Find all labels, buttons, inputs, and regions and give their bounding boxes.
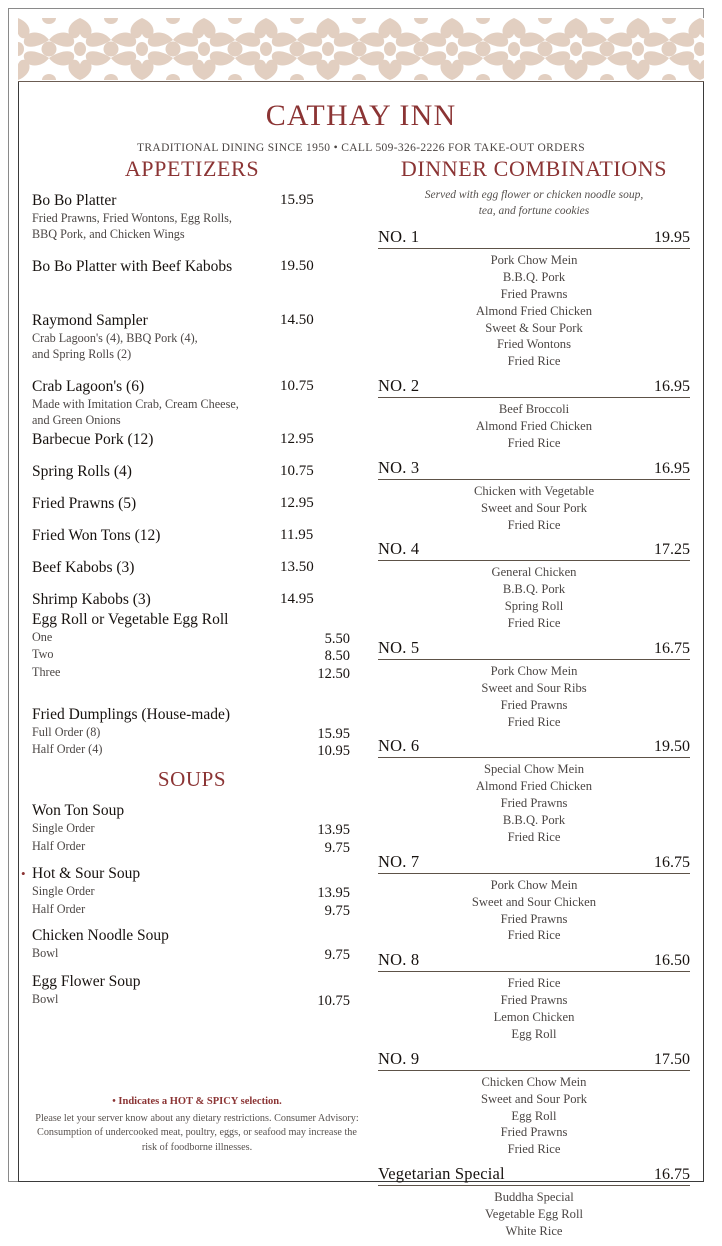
menu-item-name: Barbecue Pork (12) bbox=[32, 430, 154, 448]
menu-item-name: Bo Bo Platter bbox=[32, 192, 117, 209]
combo-header bbox=[378, 1049, 690, 1071]
option-label: Half Order bbox=[32, 902, 86, 917]
menu-item-description: Made with Imitation Crab, Cream Cheese, and Green Onions bbox=[32, 397, 239, 428]
combo-contents: General Chicken B.B.Q. Pork Spring Roll Fried Rice bbox=[491, 565, 577, 631]
combo-number: NO. 5 bbox=[378, 637, 420, 657]
menu-item-price: 10.75 bbox=[280, 462, 314, 479]
spacer bbox=[32, 364, 352, 378]
combo-number: NO. 2 bbox=[378, 376, 420, 396]
menu-item bbox=[32, 463, 352, 481]
combo-item bbox=[378, 638, 690, 731]
menu-footer bbox=[32, 1096, 362, 1155]
combo-header bbox=[378, 227, 690, 249]
menu-item-group bbox=[32, 611, 352, 682]
menu-item-name: Egg Roll or Vegetable Egg Roll bbox=[32, 610, 229, 628]
option-price: 13.95 bbox=[317, 885, 350, 902]
menu-item-price: 12.95 bbox=[280, 494, 314, 511]
menu-item bbox=[32, 258, 352, 276]
spacer bbox=[32, 857, 352, 865]
soup-option-row bbox=[32, 901, 352, 919]
soup-option-row bbox=[32, 991, 352, 1009]
combo-price: 16.95 bbox=[654, 378, 690, 396]
combo-contents: Buddha Special Vegetable Egg Roll White Rice bbox=[485, 1190, 583, 1238]
combo-number: NO. 8 bbox=[378, 950, 420, 970]
option-label: Full Order (8) bbox=[32, 724, 101, 739]
combo-item bbox=[378, 1049, 690, 1158]
spacer bbox=[32, 515, 352, 527]
combo-header bbox=[378, 852, 690, 874]
menu-item-description: Crab Lagoon's (4), BBQ Pork (4), and Spring Rolls (2) bbox=[32, 331, 198, 361]
soup-option-row bbox=[32, 838, 352, 856]
combo-contents: Pork Chow Mein B.B.Q. Pork Fried Prawns Almond Fried Chicken Sweet & Sour Pork Fried Wontons Fried Rice bbox=[475, 253, 593, 369]
combo-price: 19.95 bbox=[654, 229, 690, 247]
combo-price: 17.50 bbox=[654, 1050, 690, 1068]
option-label: Half Order (4) bbox=[32, 742, 103, 757]
combo-price: 16.75 bbox=[654, 1166, 690, 1184]
soup-item-name: Chicken Noodle Soup bbox=[32, 926, 169, 944]
menu-item-price: 10.75 bbox=[280, 378, 314, 395]
quatrefoil-pattern-icon bbox=[18, 18, 704, 80]
combo-list bbox=[378, 227, 690, 1240]
menu-item-name: Bo Bo Platter with Beef Kabobs bbox=[32, 258, 233, 276]
combo-header bbox=[378, 458, 690, 480]
option-price: 9.75 bbox=[324, 839, 350, 856]
consumer-advisory: Please let your server know about any dietary restrictions. Consumer Advisory: Consumption of undercooked meat, poultry, eggs, or seafood may increase the risk of foodborne illnesses. bbox=[35, 1113, 359, 1153]
section-title-dinner-combinations: DINNER COMBINATIONS bbox=[400, 156, 668, 181]
combo-item bbox=[378, 458, 690, 534]
hot-spicy-legend-text: Indicates a HOT & SPICY selection. bbox=[118, 1096, 282, 1107]
option-label: Half Order bbox=[32, 838, 86, 853]
option-label: One bbox=[32, 629, 53, 644]
combo-header bbox=[378, 539, 690, 561]
menu-item-name: Spring Rolls (4) bbox=[32, 462, 132, 480]
option-price: 8.50 bbox=[324, 648, 350, 665]
option-price: 10.95 bbox=[317, 743, 350, 760]
section-title-appetizers: APPETIZERS bbox=[124, 156, 260, 181]
menu-page bbox=[18, 18, 704, 1238]
menu-item-name: Shrimp Kabobs (3) bbox=[32, 590, 151, 608]
combo-contents: Chicken with Vegetable Sweet and Sour Pork Fried Rice bbox=[473, 483, 595, 532]
soup-list bbox=[32, 802, 352, 1008]
section-title-soups: SOUPS bbox=[157, 767, 227, 792]
right-column bbox=[378, 156, 690, 1246]
combo-price: 16.75 bbox=[654, 853, 690, 871]
combo-price: 19.50 bbox=[654, 738, 690, 756]
spacer bbox=[32, 547, 352, 559]
combo-number: NO. 9 bbox=[378, 1048, 420, 1068]
menu-item-price: 14.95 bbox=[280, 590, 314, 607]
option-label: Bowl bbox=[32, 945, 59, 960]
option-label: Two bbox=[32, 647, 54, 662]
menu-item bbox=[32, 527, 352, 545]
combo-header bbox=[378, 638, 690, 660]
spacer bbox=[32, 579, 352, 591]
menu-item bbox=[32, 312, 352, 362]
menu-item bbox=[32, 495, 352, 513]
menu-columns bbox=[18, 156, 704, 1238]
menu-item-option-row bbox=[32, 724, 352, 742]
menu-item-option-row bbox=[32, 664, 352, 682]
menu-item-price: 14.50 bbox=[280, 312, 314, 329]
combo-item bbox=[378, 1164, 690, 1240]
menu-item bbox=[32, 192, 352, 242]
menu-item-option-row bbox=[32, 646, 352, 664]
menu-item-name: Fried Dumplings (House-made) bbox=[32, 705, 231, 723]
menu-item-option-row bbox=[32, 741, 352, 759]
menu-item-price: 15.95 bbox=[280, 192, 314, 208]
spacer bbox=[32, 451, 352, 463]
menu-item-name: Fried Won Tons (12) bbox=[32, 526, 161, 544]
option-label: Single Order bbox=[32, 821, 95, 836]
hot-spicy-dot-icon: • bbox=[112, 1096, 116, 1107]
combo-number: Vegetarian Special bbox=[378, 1164, 505, 1184]
combo-item bbox=[378, 852, 690, 945]
masthead bbox=[18, 81, 704, 154]
option-price: 12.50 bbox=[317, 666, 350, 683]
combo-number: NO. 7 bbox=[378, 851, 420, 871]
menu-item-name: Raymond Sampler bbox=[32, 312, 148, 330]
menu-item-price: 13.50 bbox=[280, 558, 314, 575]
option-price: 13.95 bbox=[317, 822, 350, 839]
hot-spicy-legend bbox=[32, 1096, 362, 1107]
menu-item bbox=[32, 591, 352, 609]
option-label: Single Order bbox=[32, 884, 95, 899]
menu-item-price: 12.95 bbox=[280, 430, 314, 447]
option-price: 15.95 bbox=[317, 725, 350, 742]
spacer bbox=[32, 965, 352, 973]
menu-item-name: Fried Prawns (5) bbox=[32, 494, 137, 512]
menu-item-name: Crab Lagoon's (6) bbox=[32, 378, 145, 396]
option-price: 5.50 bbox=[324, 630, 350, 647]
combo-number: NO. 3 bbox=[378, 457, 420, 477]
soup-item-name: Won Ton Soup bbox=[32, 802, 125, 820]
combo-contents: Pork Chow Mein Sweet and Sour Ribs Fried Prawns Fried Rice bbox=[481, 663, 587, 729]
combo-header bbox=[378, 376, 690, 398]
soup-item-name-hot: • Hot & Sour Soup bbox=[32, 865, 352, 883]
combo-item bbox=[378, 950, 690, 1043]
combo-contents: Chicken Chow Mein Sweet and Sour Pork Egg Roll Fried Prawns Fried Rice bbox=[481, 1074, 587, 1157]
combo-contents: Pork Chow Mein Sweet and Sour Chicken Fried Prawns Fried Rice bbox=[471, 877, 597, 943]
combo-number: NO. 1 bbox=[378, 227, 420, 247]
left-column bbox=[32, 156, 352, 1010]
menu-item-description: Fried Prawns, Fried Wontons, Egg Rolls, BBQ Pork, and Chicken Wings bbox=[32, 211, 232, 241]
spacer bbox=[32, 684, 352, 706]
decorative-pattern-band bbox=[18, 18, 704, 82]
spacer bbox=[32, 483, 352, 495]
soup-option-row bbox=[32, 883, 352, 901]
option-price: 9.75 bbox=[324, 946, 350, 963]
menu-item-price: 11.95 bbox=[280, 526, 314, 543]
combo-item bbox=[378, 376, 690, 452]
soup-item bbox=[32, 865, 352, 918]
combo-item bbox=[378, 736, 690, 845]
menu-item-price: 19.50 bbox=[280, 258, 314, 275]
combo-header bbox=[378, 950, 690, 972]
combo-header bbox=[378, 1164, 690, 1186]
spacer bbox=[32, 244, 352, 258]
menu-item bbox=[32, 559, 352, 577]
combo-number: NO. 4 bbox=[378, 539, 420, 559]
combo-header bbox=[378, 736, 690, 758]
combo-number: NO. 6 bbox=[378, 736, 420, 756]
soup-item bbox=[32, 973, 352, 1009]
menu-item-group bbox=[32, 706, 352, 759]
soup-item bbox=[32, 802, 352, 855]
restaurant-name: CATHAY INN bbox=[265, 99, 457, 132]
appetizer-list bbox=[32, 192, 352, 767]
spacer bbox=[32, 278, 352, 312]
soup-item-name: Egg Flower Soup bbox=[32, 972, 141, 990]
combo-contents: Beef Broccoli Almond Fried Chicken Fried Rice bbox=[475, 402, 593, 450]
combo-item bbox=[378, 227, 690, 370]
option-label: Three bbox=[32, 665, 61, 680]
combo-price: 17.25 bbox=[654, 541, 690, 559]
menu-item-name: Beef Kabobs (3) bbox=[32, 558, 135, 576]
dinner-combinations-subtitle: Served with egg flower or chicken noodle soup, tea, and fortune cookies bbox=[424, 189, 644, 217]
combo-contents: Fried Rice Fried Prawns Lemon Chicken Egg Roll bbox=[493, 976, 575, 1041]
combo-contents: Special Chow Mein Almond Fried Chicken Fried Prawns B.B.Q. Pork Fried Rice bbox=[475, 762, 593, 844]
menu-item-option-row bbox=[32, 629, 352, 647]
combo-price: 16.75 bbox=[654, 639, 690, 657]
menu-item bbox=[32, 378, 352, 428]
combo-price: 16.95 bbox=[654, 459, 690, 477]
soup-option-row bbox=[32, 820, 352, 838]
option-label: Bowl bbox=[32, 991, 59, 1006]
soup-option-row bbox=[32, 945, 352, 963]
tagline: TRADITIONAL DINING SINCE 1950 • CALL 509-326-2226 FOR TAKE-OUT ORDERS bbox=[137, 142, 585, 154]
combo-item bbox=[378, 539, 690, 632]
menu-item bbox=[32, 431, 352, 449]
option-price: 9.75 bbox=[324, 903, 350, 920]
soup-item bbox=[32, 927, 352, 963]
combo-price: 16.50 bbox=[654, 952, 690, 970]
option-price: 10.75 bbox=[317, 992, 350, 1009]
